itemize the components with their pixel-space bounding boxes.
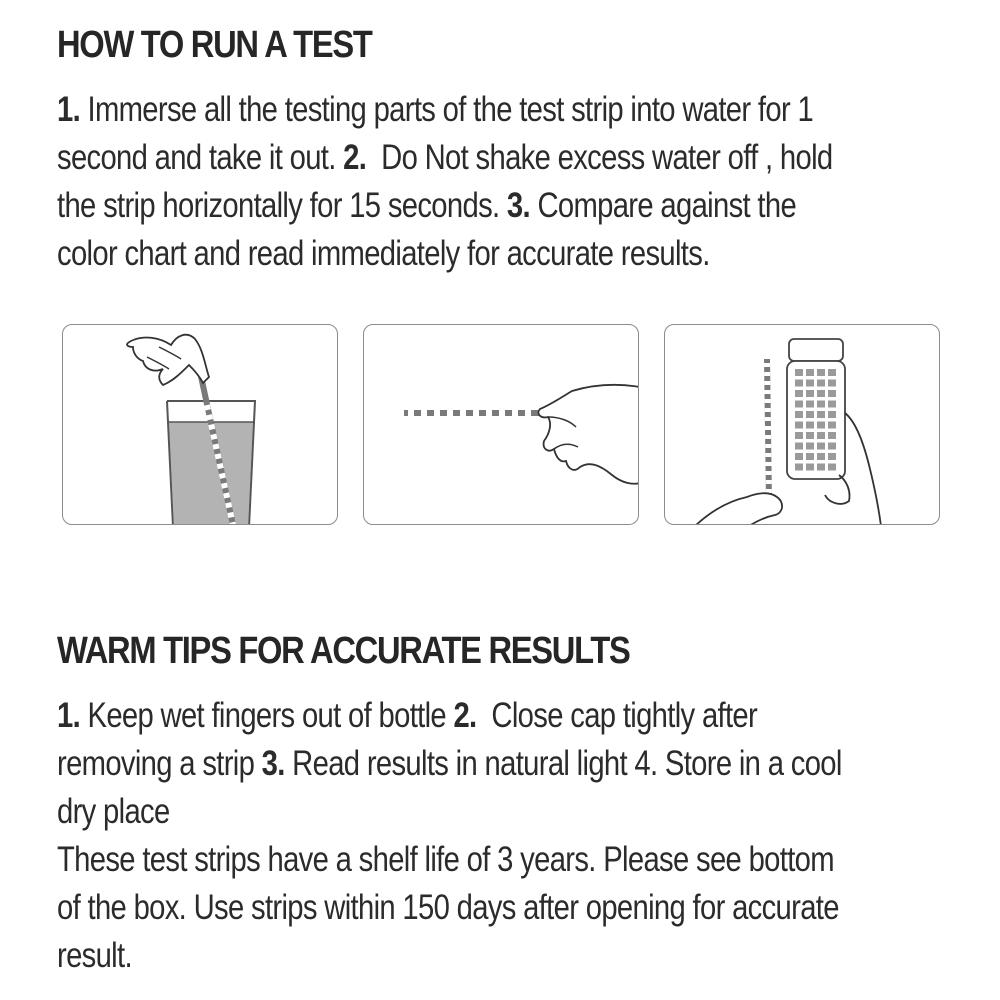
- color-chart-swatch: [795, 401, 803, 408]
- tip-4-text-cont: dry place: [57, 792, 170, 831]
- illustration-hold-strip: [363, 324, 639, 525]
- step-3-number: 3.: [506, 186, 530, 225]
- color-chart-swatch: [828, 464, 836, 471]
- color-chart-swatch: [806, 380, 814, 387]
- shelf-life-text: These test strips have a shelf life of 3 years. Please see bottom: [57, 840, 834, 879]
- hold-strip-horizontally-icon: [364, 325, 639, 525]
- illustration-dip-strip: [62, 324, 338, 525]
- color-chart-swatch: [795, 453, 803, 460]
- color-chart-swatch: [828, 411, 836, 418]
- color-chart-swatch: [806, 464, 814, 471]
- bottle-cap: [789, 339, 843, 361]
- color-chart-swatch: [817, 422, 825, 429]
- color-chart-swatch: [828, 380, 836, 387]
- color-chart-swatch: [817, 401, 825, 408]
- step-1-number: 1.: [57, 90, 81, 129]
- tip-2-text-cont: removing a strip: [57, 744, 255, 783]
- color-chart-swatch: [817, 432, 825, 439]
- step-1-text: Immerse all the testing parts of the test strip into water for 1: [87, 90, 814, 129]
- color-chart-swatch: [806, 401, 814, 408]
- color-chart-swatch: [817, 453, 825, 460]
- color-chart-swatch: [795, 390, 803, 397]
- shelf-life-text-end: result.: [57, 936, 132, 975]
- how-to-heading: HOW TO RUN A TEST: [57, 24, 372, 66]
- color-chart-swatch: [795, 432, 803, 439]
- warm-tips: [57, 692, 925, 980]
- warm-tips-heading: WARM TIPS FOR ACCURATE RESULTS: [57, 630, 630, 672]
- step-2-text: Do Not shake excess water off , hold: [381, 138, 833, 177]
- color-chart-swatch: [817, 411, 825, 418]
- color-chart-swatch: [828, 432, 836, 439]
- color-chart-swatch: [806, 443, 814, 450]
- color-chart-swatch: [806, 453, 814, 460]
- bottle: [787, 361, 845, 479]
- tip-1-number: 1.: [57, 696, 81, 735]
- step-2-number: 2.: [343, 138, 367, 177]
- color-chart-swatch: [828, 422, 836, 429]
- color-chart-swatch: [817, 390, 825, 397]
- step-3-text: Compare against the: [537, 186, 797, 225]
- color-chart-swatch: [806, 411, 814, 418]
- color-chart-swatch: [795, 411, 803, 418]
- color-chart-swatch: [817, 443, 825, 450]
- dip-strip-in-water-glass-icon: [63, 325, 338, 525]
- color-chart-swatch: [828, 443, 836, 450]
- color-chart-swatch: [806, 369, 814, 376]
- hand: [538, 385, 639, 484]
- how-to-steps: [57, 86, 925, 278]
- color-chart-swatch: [795, 464, 803, 471]
- hand: [127, 335, 209, 385]
- color-chart-swatch: [828, 390, 836, 397]
- left-hand: [695, 493, 782, 525]
- color-chart-swatch: [795, 443, 803, 450]
- color-chart-swatch: [828, 401, 836, 408]
- shelf-life-text-cont: of the box. Use strips within 150 days after opening for accurate: [57, 888, 839, 927]
- color-chart-swatch: [795, 380, 803, 387]
- illustration-compare-chart: [664, 324, 940, 525]
- color-chart-swatch: [817, 369, 825, 376]
- step-3-text-cont: color chart and read immediately for accurate results.: [57, 234, 710, 273]
- tip-2-number: 2.: [453, 696, 477, 735]
- color-chart-swatch: [806, 422, 814, 429]
- color-chart-swatch: [806, 390, 814, 397]
- color-chart-swatch: [795, 422, 803, 429]
- tip-3-number: 3.: [261, 744, 285, 783]
- compare-strip-with-bottle-chart-icon: [665, 325, 940, 525]
- color-chart-swatch: [806, 432, 814, 439]
- color-chart-swatch: [817, 464, 825, 471]
- color-chart-swatch: [828, 453, 836, 460]
- color-chart-swatch: [828, 369, 836, 376]
- tip-2-text: Close cap tightly after: [491, 696, 758, 735]
- tip-3-text: Read results in natural light 4. Store in a cool: [292, 744, 842, 783]
- tip-1-text: Keep wet fingers out of bottle: [87, 696, 447, 735]
- step-1-text-cont: second and take it out.: [57, 138, 336, 177]
- color-chart-swatch: [817, 380, 825, 387]
- step-2-text-cont: the strip horizontally for 15 seconds.: [57, 186, 500, 225]
- color-chart-swatch: [795, 369, 803, 376]
